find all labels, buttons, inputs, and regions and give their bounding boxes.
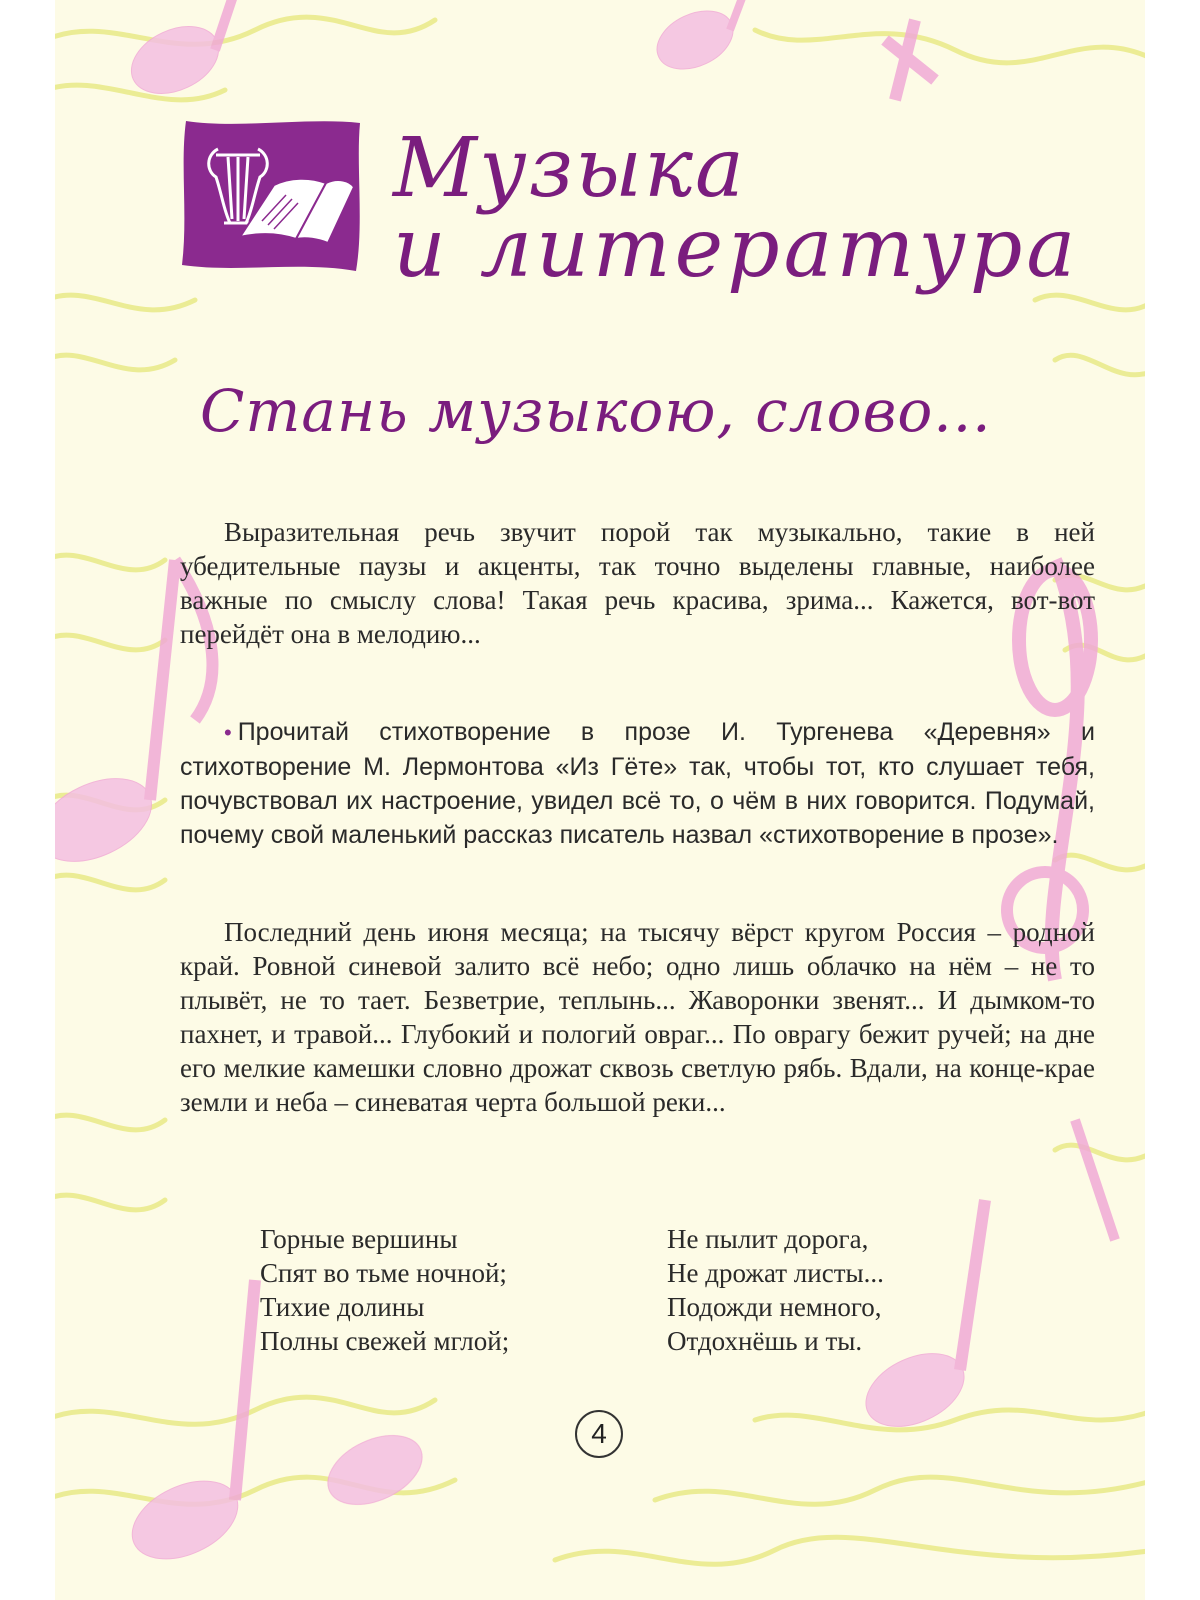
poem-line: Спят во тьме ночной; [260,1258,507,1288]
book-page [55,0,1145,1600]
page-content [55,0,1145,1600]
section-subtitle: Стань музыкою, слово... [200,377,992,445]
prose-excerpt: Последний день июня месяца; на тысячу вёрст кругом Россия – родной край. Ровной синевой залито всё небо; одно лишь облачко на нём – не то плывёт, не то тает. Безветрие, теплынь... Жаворонки звенят... И дымком-то пахнет, и травой... Глубокий и пологий овраг... По оврагу бежит ручей; на дне его мелкие камешки словно дрожат сквозь светлую рябь. Вдали, на конце-крае земли и неба – синеватая черта большой реки... [180,917,1095,1117]
intro-paragraph: Выразительная речь звучит порой так музыкально, такие в ней убедительные паузы и акценты, так точно выделены главные, наиболее важные по смыслу слова! Такая речь красива, зрима... Кажется, вот-вот перейдёт она в мелодию... [180,517,1095,649]
poem-line: Горные вершины [260,1224,458,1254]
poem-column-left [260,1222,509,1358]
page-title-line-2: и литература [393,201,1080,296]
page-title-line-1: Музыка [393,121,746,216]
poem-column-right [667,1222,884,1358]
poem-line: Тихие долины [260,1292,425,1322]
bullet-icon: • [224,720,232,745]
poem-line: Отдохнёшь и ты. [667,1326,863,1356]
poem-line: Подожди немного, [667,1292,882,1322]
poem-line: Полны свежей мглой; [260,1326,510,1356]
task-paragraph [180,715,1095,852]
poem-line: Не дрожат листы... [667,1258,884,1288]
section-emblem [178,115,368,275]
task-text: Прочитай стихотворение в прозе И. Тургенева «Деревня» и стихотворение М. Лермонтова «Из Гёте» так, чтобы тот, кто слушает тебя, почувствовал их настроение, увидел всё то, о чём в них говорится. Подумай, почему свой маленький рассказ писатель назвал «стихотворение в прозе». [180,718,1095,849]
poem-line: Не пылит дорога, [667,1224,869,1254]
page-number: 4 [575,1410,623,1458]
